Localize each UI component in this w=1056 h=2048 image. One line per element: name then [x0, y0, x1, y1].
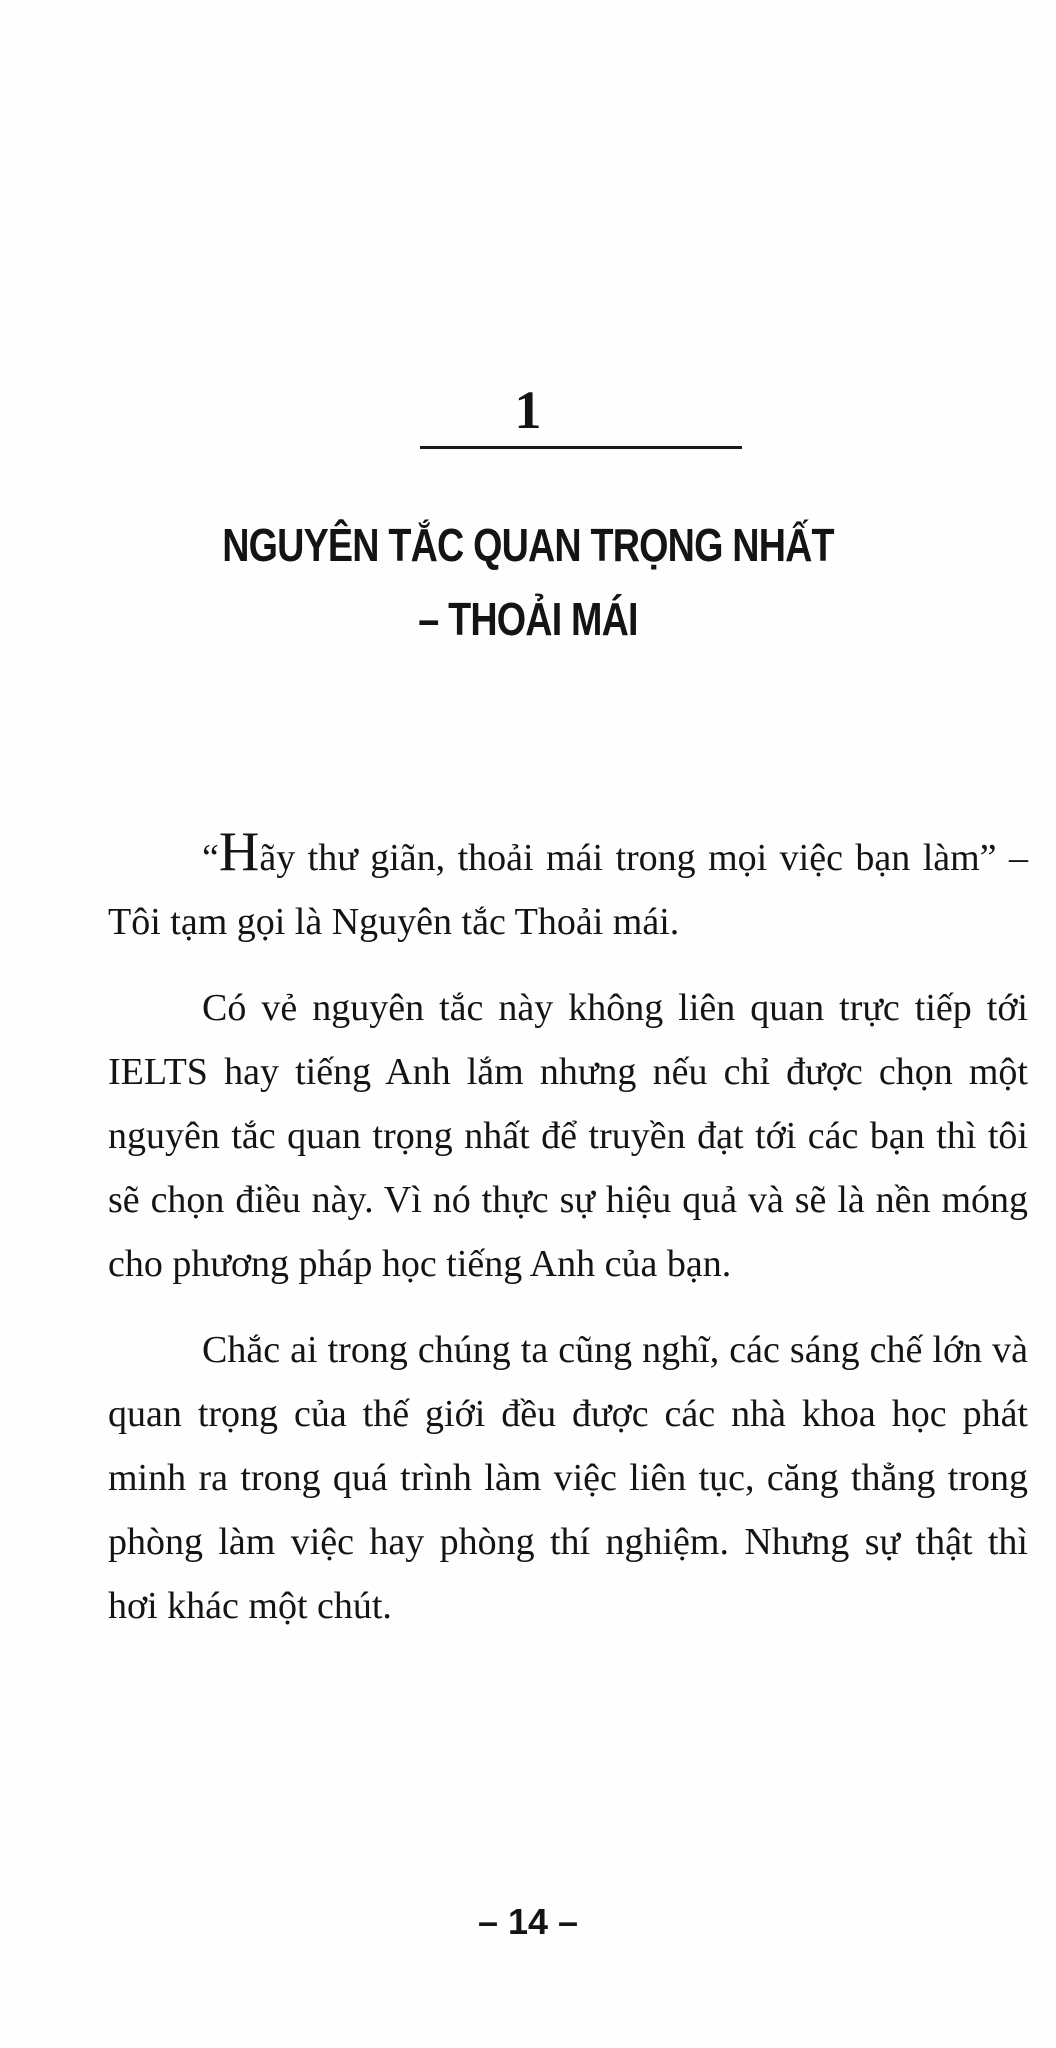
paragraph-3: Chắc ai trong chúng ta cũng nghĩ, các sáng chế lớn và quan trọng của thế giới đều được các nhà khoa học phát minh ra trong quá trình làm việc liên tục, căng thẳng trong phòng làm việc hay phòng thí nghiệm. Nhưng sự thật thì hơi khác một chút.: [108, 1329, 1028, 1627]
body-text: [108, 820, 1028, 1660]
chapter-number: 1: [514, 380, 542, 440]
opening-quote-mark: “: [202, 837, 219, 879]
chapter-title: [95, 508, 961, 656]
chapter-title-line-2: – THOẢI MÁI: [418, 593, 638, 645]
first-letter: H: [218, 821, 260, 883]
chapter-divider: [420, 446, 742, 449]
paragraph-1: [108, 820, 1028, 954]
paragraph-2: Có vẻ nguyên tắc này không liên quan trực tiếp tới IELTS hay tiếng Anh lắm nhưng nếu chỉ được chọn một nguyên tắc quan trọng nhất để truyền đạt tới các bạn thì tôi sẽ chọn điều này. Vì nó thực sự hiệu quả và sẽ là nền móng cho phương pháp học tiếng Anh của bạn.: [108, 987, 1028, 1285]
chapter-title-line-1: NGUYÊN TẮC QUAN TRỌNG NHẤT: [222, 519, 834, 571]
page-number: – 14 –: [477, 1901, 579, 1942]
paragraph-1-text: ãy thư giãn, thoải mái trong mọi việc bạn làm” – Tôi tạm gọi là Nguyên tắc Thoải mái.: [108, 837, 1028, 943]
